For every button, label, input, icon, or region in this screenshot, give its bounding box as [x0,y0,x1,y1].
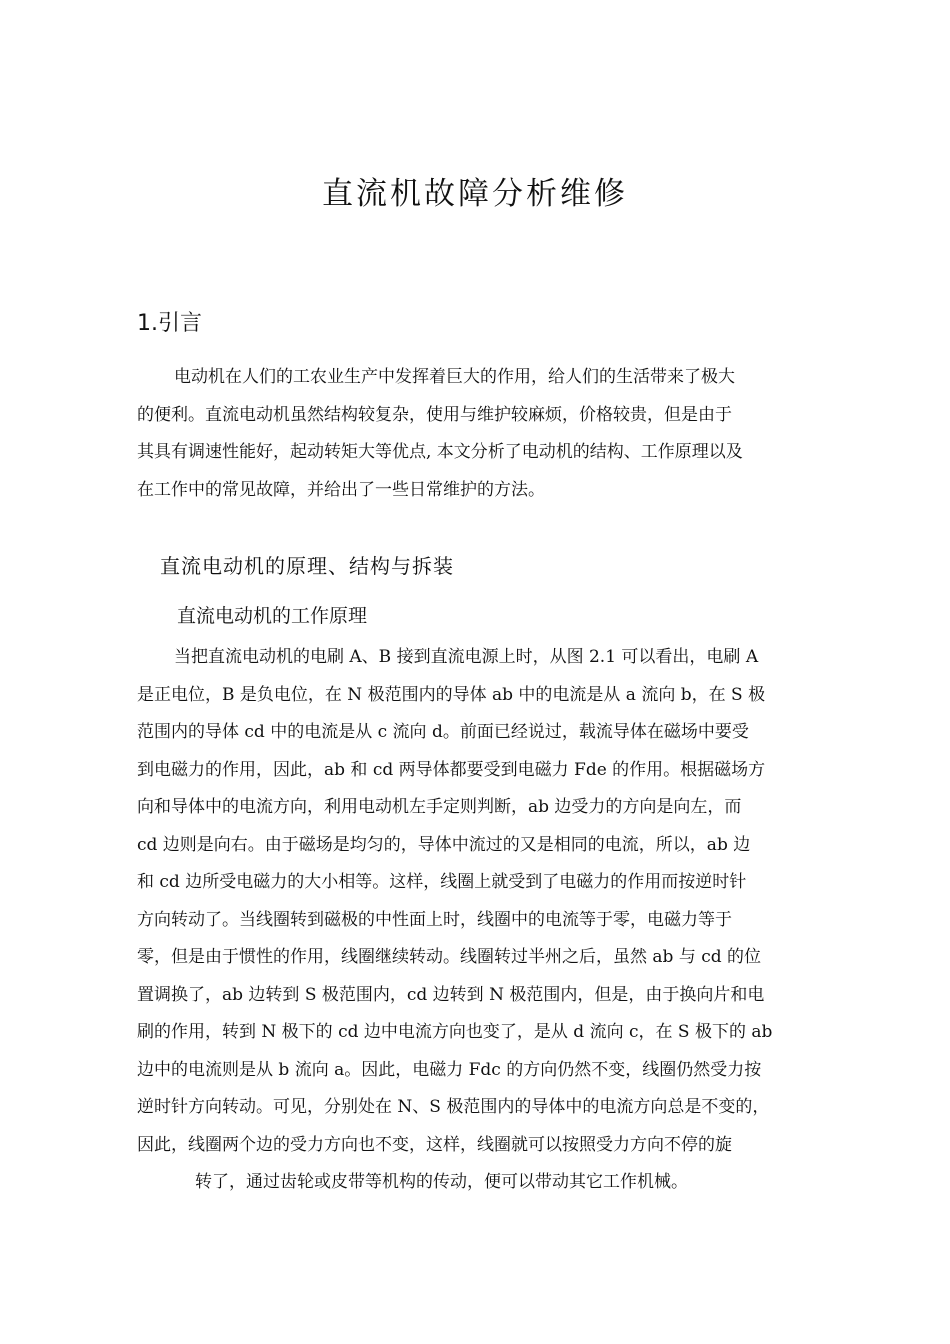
paragraph-line: 和 cd 边所受电磁力的大小相等。这样，线圈上就受到了电磁力的作用而按逆时针 [137,872,747,892]
section-heading-intro: 1.引言 [137,311,202,336]
paragraph-line: 的便利。直流电动机虽然结构较复杂，使用与维护较麻烦，价格较贵，但是由于 [137,404,732,425]
paragraph-line: 范围内的导体 cd 中的电流是从 c 流向 d。前面已经说过，载流导体在磁场中要受 [137,722,749,742]
paragraph-line: 转了，通过齿轮或皮带等机构的传动，便可以带动其它工作机械。 [195,1172,688,1192]
subsection-heading-working-principle: 直流电动机的工作原理 [177,605,368,627]
paragraph-line: 是正电位，B 是负电位，在 N 极范围内的导体 ab 中的电流是从 a 流向 b，在 S 极 [137,684,766,705]
intro-paragraph [137,359,817,509]
paragraph-line: 边中的电流则是从 b 流向 a。因此，电磁力 Fdc 的方向仍然不变，线圈仍然受力按 [137,1059,762,1080]
paragraph-line: 逆时针方向转动。可见，分别处在 N、S 极范围内的导体中的电流方向总是不变的， [137,1097,770,1117]
paragraph-line: 刷的作用，转到 N 极下的 cd 边中电流方向也变了，是从 d 流向 c，在 S 极下的 ab [137,1022,773,1042]
working-principle-paragraph [137,639,817,1202]
paragraph-line: 置调换了，ab 边转到 S 极范围内，cd 边转到 N 极范围内，但是，由于换向片和电 [137,984,765,1005]
paragraph-line: 当把直流电动机的电刷 A、B 接到直流电源上时，从图 2.1 可以看出，电刷 A [174,647,759,667]
paragraph-line: 向和导体中的电流方向，利用电动机左手定则判断，ab 边受力的方向是向左，而 [137,797,742,817]
paragraph-line: 到电磁力的作用，因此，ab 和 cd 两导体都要受到电磁力 Fde 的作用。根据磁场方 [137,759,766,780]
paragraph-line: 其具有调速性能好，起动转矩大等优点, 本文分析了电动机的结构、工作原理以及 [137,442,743,462]
paragraph-line: 电动机在人们的工农业生产中发挥着巨大的作用，给人们的生活带来了极大 [174,367,735,387]
section-heading-principle-structure: 直流电动机的原理、结构与拆装 [160,554,454,578]
paragraph-line: cd 边则是向右。由于磁场是均匀的，导体中流过的又是相同的电流，所以，ab 边 [137,834,751,855]
document-title: 直流机故障分析维修 [322,176,628,212]
paragraph-line: 因此，线圈两个边的受力方向也不变，这样，线圈就可以按照受力方向不停的旋 [137,1134,732,1155]
paragraph-line: 方向转动了。当线圈转到磁极的中性面上时，线圈中的电流等于零，电磁力等于 [137,909,732,930]
paragraph-line: 零，但是由于惯性的作用，线圈继续转动。线圈转过半州之后，虽然 ab 与 cd 的位 [137,947,762,967]
paragraph-line: 在工作中的常见故障，并给出了一些日常维护的方法。 [137,479,545,500]
